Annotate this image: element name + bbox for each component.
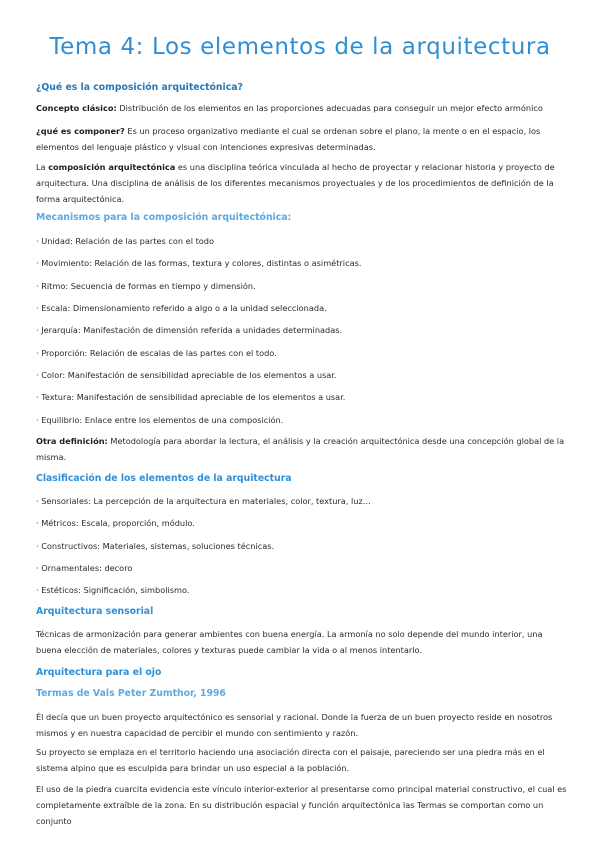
list-item-mecanismo: · Ritmo: Secuencia de formas en tiempo y dimensión. xyxy=(36,281,256,291)
list-item-mecanismo: · Equilibrio: Enlace entre los elementos de una composición. xyxy=(36,415,284,425)
heading-que-es-composicion: ¿Qué es la composición arquitectónica? xyxy=(36,82,243,93)
page-title: Tema 4: Los elementos de la arquitectura xyxy=(49,34,551,60)
list-item-mecanismo: · Movimiento: Relación de las formas, textura y colores, distintas o asimétricas. xyxy=(36,258,362,268)
heading-mecanismos: Mecanismos para la composición arquitectónica: xyxy=(36,212,292,223)
paragraph-otra-definicion xyxy=(36,433,568,465)
text-composicion-pre: La xyxy=(36,162,49,172)
list-item-mecanismo: · Escala: Dimensionamiento referido a algo o a la unidad seleccionada. xyxy=(36,303,327,313)
paragraph-termas-2: Su proyecto se emplaza en el territorio haciendo una asociación directa con el paisaje, pareciendo ser una piedra más en el sistema alpino que es esculpida para brindar un uso especial a la población. xyxy=(36,747,545,773)
list-item-clasificacion: · Sensoriales: La percepción de la arquitectura en materiales, color, textura, luz… xyxy=(36,496,371,506)
list-item-mecanismo: · Unidad: Relación de las partes con el todo xyxy=(36,236,214,246)
list-item-clasificacion: · Constructivos: Materiales, sistemas, soluciones técnicas. xyxy=(36,541,275,551)
list-item-clasificacion: · Métricos: Escala, proporción, módulo. xyxy=(36,518,195,528)
text-que-es-componer: Es un proceso organizativo mediante el cual se ordenan sobre el plano, la mente o en el espacio, los elementos del lenguaje plástico y visual con intenciones expresivas determinadas. xyxy=(36,126,541,152)
list-item-mecanismo: · Jerarquía: Manifestación de dimensión referida a unidades determinadas. xyxy=(36,325,343,335)
paragraph-que-es-componer xyxy=(36,123,568,155)
list-item-mecanismo: · Color: Manifestación de sensibilidad apreciable de los elementos a usar. xyxy=(36,370,337,380)
label-composicion-arquitectonica: composición arquitectónica xyxy=(48,162,176,172)
paragraph-concepto-clasico xyxy=(36,100,568,116)
paragraph-composicion-arquitectonica xyxy=(36,159,568,207)
heading-arquitectura-sensorial: Arquitectura sensorial xyxy=(36,606,154,617)
list-item-mecanismo: · Textura: Manifestación de sensibilidad apreciable de los elementos a usar. xyxy=(36,392,346,402)
label-otra-definicion: Otra definición: xyxy=(36,436,108,446)
list-item-clasificacion: · Ornamentales: decoro xyxy=(36,563,133,573)
paragraph-termas-1: Él decía que un buen proyecto arquitectónico es sensorial y racional. Donde la fuerza de un buen proyecto reside en nosotros mismos y en nuestra capacidad de percibir el mundo con sentimiento y razón. xyxy=(36,712,553,738)
label-concepto-clasico: Concepto clásico: xyxy=(36,103,117,113)
paragraph-termas-3: El uso de la piedra cuarcita evidencia este vínculo interior-exterior al presentarse como principal material constructivo, el cual es completamente extraíble de la zona. En su distribución espacial y función arquitectónica las Termas se comportan como un conjunto xyxy=(36,784,567,826)
list-item-mecanismo: · Proporción: Relación de escalas de las partes con el todo. xyxy=(36,348,277,358)
list-item-clasificacion: · Estéticos: Significación, simbolismo. xyxy=(36,585,190,595)
heading-clasificacion: Clasificación de los elementos de la arquitectura xyxy=(36,473,292,484)
heading-termas-de-vals: Termas de Vals Peter Zumthor, 1996 xyxy=(36,688,226,699)
heading-arquitectura-ojo: Arquitectura para el ojo xyxy=(36,667,162,678)
text-composicion-arquitectonica: es una disciplina teórica vinculada al hecho de proyectar y relacionar historia y proyecto de arquitectura. Una disciplina de análisis de los diferentes mecanismos proyectuales y de los procedimientos de definición de la forma arquitectónica. xyxy=(36,162,555,204)
text-otra-definicion: Metodología para abordar la lectura, el análisis y la creación arquitectónica desde una concepción global de la misma. xyxy=(36,436,565,462)
label-que-es-componer: ¿qué es componer? xyxy=(36,126,125,136)
text-concepto-clasico: Distribución de los elementos en las proporciones adecuadas para conseguir un mejor efecto armónico xyxy=(116,103,543,113)
paragraph-arquitectura-sensorial: Técnicas de armonización para generar ambientes con buena energía. La armonía no solo depende del mundo interior, una buena elección de materiales, colores y texturas puede cambiar la vida o al menos intentarlo. xyxy=(36,629,543,655)
